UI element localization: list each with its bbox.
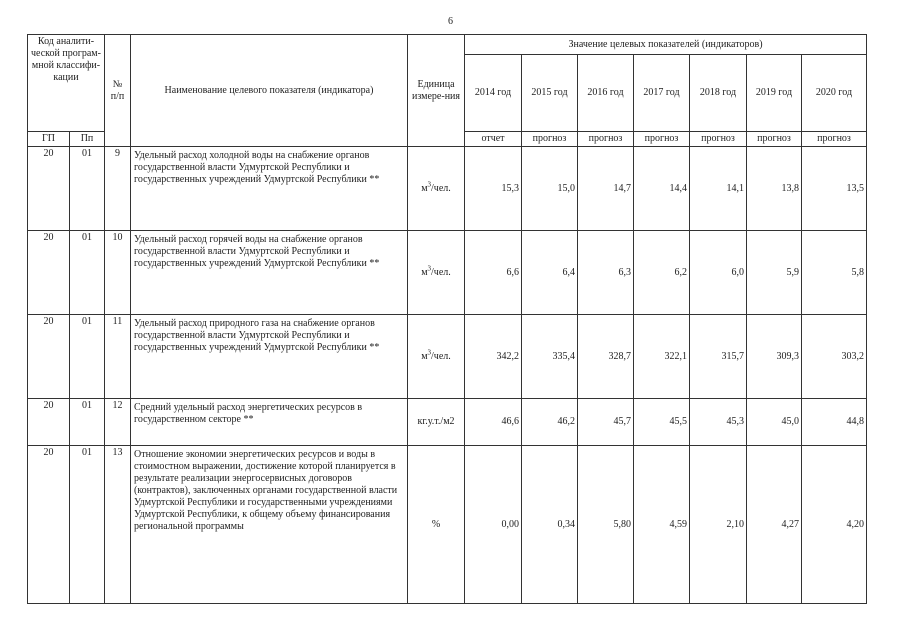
header-status: прогноз	[634, 132, 690, 147]
row-value: 328,7	[578, 315, 634, 399]
header-name: Наименование целевого показателя (индикатора)	[131, 35, 408, 147]
indicators-table	[27, 34, 867, 604]
row-value: 309,3	[747, 315, 802, 399]
row-value: 14,4	[634, 147, 690, 231]
row-name: Удельный расход горячей воды на снабжение органов государственной власти Удмуртской Республики и государственных учреждений Удмуртской Республики **	[131, 231, 408, 315]
row-value: 6,2	[634, 231, 690, 315]
row-pp: 01	[70, 399, 105, 446]
row-name: Средний удельный расход энергетических ресурсов в государственном секторе **	[131, 399, 408, 446]
row-gp: 20	[28, 446, 70, 604]
header-status: прогноз	[578, 132, 634, 147]
page-number: 6	[448, 16, 453, 27]
header-unit: Единица измере-ния	[408, 35, 465, 147]
table-row	[28, 315, 867, 399]
header-number: № п/п	[105, 35, 131, 147]
row-value: 5,80	[578, 446, 634, 604]
row-number: 9	[105, 147, 131, 231]
row-value: 2,10	[690, 446, 747, 604]
row-value: 6,6	[465, 231, 522, 315]
row-value: 0,34	[522, 446, 578, 604]
row-value: 13,8	[747, 147, 802, 231]
header-status: прогноз	[522, 132, 578, 147]
table-row	[28, 147, 867, 231]
row-value: 6,3	[578, 231, 634, 315]
row-gp: 20	[28, 231, 70, 315]
row-value: 45,5	[634, 399, 690, 446]
row-unit: кг.у.т./м2	[408, 399, 465, 446]
header-status: отчет	[465, 132, 522, 147]
row-gp: 20	[28, 399, 70, 446]
row-value: 45,3	[690, 399, 747, 446]
row-pp: 01	[70, 147, 105, 231]
header-gp: ГП	[28, 132, 70, 147]
header-code-group: Код аналити-ческой програм-мной классифи-кации	[28, 35, 105, 132]
row-value: 46,2	[522, 399, 578, 446]
header-status: прогноз	[690, 132, 747, 147]
row-unit: $м^3$/чел.	[408, 147, 465, 231]
header-status: прогноз	[747, 132, 802, 147]
header-year: 2014 год	[465, 55, 522, 132]
header-year: 2016 год	[578, 55, 634, 132]
row-value: 303,2	[802, 315, 867, 399]
row-unit: $м^3$/чел.	[408, 231, 465, 315]
header-year: 2019 год	[747, 55, 802, 132]
row-value: 45,7	[578, 399, 634, 446]
row-value: 335,4	[522, 315, 578, 399]
row-value: 15,3	[465, 147, 522, 231]
row-number: 13	[105, 446, 131, 604]
row-value: 322,1	[634, 315, 690, 399]
header-year: 2018 год	[690, 55, 747, 132]
table-row	[28, 446, 867, 604]
row-value: 5,8	[802, 231, 867, 315]
row-value: 14,1	[690, 147, 747, 231]
table-row	[28, 231, 867, 315]
row-unit: %	[408, 446, 465, 604]
row-pp: 01	[70, 231, 105, 315]
row-name: Отношение экономии энергетических ресурсов и воды в стоимостном выражении, достижение которой планируется в результате реализации энергосервисных договоров (контрактов), заключенных органами государственной власти Удмуртской Республики и государственными учреждениями Удмуртской Республики, к общему объему финансирования региональной программы	[131, 446, 408, 604]
row-pp: 01	[70, 315, 105, 399]
row-value: 46,6	[465, 399, 522, 446]
row-value: 13,5	[802, 147, 867, 231]
header-values-group: Значение целевых показателей (индикаторов)	[465, 35, 867, 55]
row-value: 5,9	[747, 231, 802, 315]
header-year: 2017 год	[634, 55, 690, 132]
header-pp: Пп	[70, 132, 105, 147]
row-gp: 20	[28, 315, 70, 399]
table-row	[28, 399, 867, 446]
header-year: 2015 год	[522, 55, 578, 132]
row-pp: 01	[70, 446, 105, 604]
row-value: 4,27	[747, 446, 802, 604]
row-number: 12	[105, 399, 131, 446]
row-value: 4,59	[634, 446, 690, 604]
row-unit: $м^3$/чел.	[408, 315, 465, 399]
row-name: Удельный расход холодной воды на снабжение органов государственной власти Удмуртской Республики и государственных учреждений Удмуртской Республики **	[131, 147, 408, 231]
row-value: 4,20	[802, 446, 867, 604]
row-value: 315,7	[690, 315, 747, 399]
header-year: 2020 год	[802, 55, 867, 132]
row-number: 10	[105, 231, 131, 315]
row-value: 0,00	[465, 446, 522, 604]
row-value: 342,2	[465, 315, 522, 399]
row-value: 15,0	[522, 147, 578, 231]
row-name: Удельный расход природного газа на снабжение органов государственной власти Удмуртской Республики и государственных учреждений Удмуртской Республики **	[131, 315, 408, 399]
row-value: 44,8	[802, 399, 867, 446]
row-value: 14,7	[578, 147, 634, 231]
row-value: 6,0	[690, 231, 747, 315]
row-gp: 20	[28, 147, 70, 231]
header-status: прогноз	[802, 132, 867, 147]
row-value: 45,0	[747, 399, 802, 446]
row-number: 11	[105, 315, 131, 399]
row-value: 6,4	[522, 231, 578, 315]
